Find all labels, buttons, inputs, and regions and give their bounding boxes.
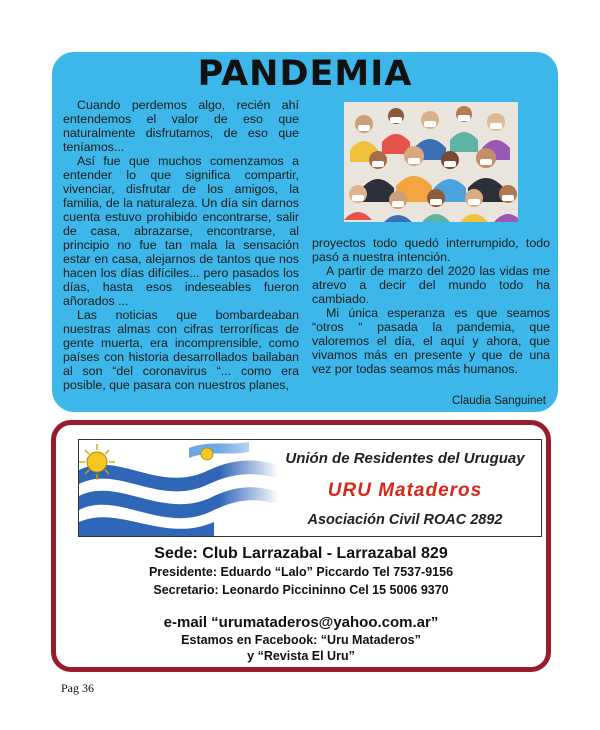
article-title: PANDEMIA	[197, 54, 413, 94]
article-paragraph: Así fue que muchos comenzamos a entender lo que significa compartir, vivenciar, disfrutar de los amigos, la familia, de la naturaleza. Un día sin darnos cuenta estuvo prohibido encontrarse, salir de casa, abrazarse, encontrarse, al principio no fue tan mala la sensación estar en casa, alejarnos de tantos que nos hacen los días difíciles... pero pasados los días, hasta esos indeseables fueron añorados ...	[63, 154, 299, 308]
banner-brand: URU Mataderos	[327, 480, 483, 501]
article-paragraph: Mi única esperanza es que seamos “otros “ pasada la pandemia, que valoremos el día, el aquí y ahora, que vivamos más en presente y que de una vez por todas seamos más humanos.	[312, 306, 550, 376]
article-paragraph: Las noticias que bombardeaban nuestras almas con cifras terroríficas de gente muerta, era incomprensible, como países con historia desarrollados bailaban al son “del coronavirus “... como era posible, que pasara con nuestros planes,	[63, 308, 299, 392]
banner-association-name: Unión de Residentes del Uruguay	[285, 450, 525, 467]
secretario-line: Secretario: Leonardo Piccininno Cel 15 5006 9370	[153, 583, 449, 597]
association-ad	[51, 420, 551, 672]
page-number: Pag 36	[61, 681, 94, 695]
banner-legal-name: Asociación Civil ROAC 2892	[307, 512, 503, 528]
article-paragraph: Cuando perdemos algo, recién ahí entendemos el valor de eso que naturalmente disfrutamos, de eso que teníamos...	[63, 98, 299, 154]
sede-line: Sede: Club Larrazabal - Larrazabal 829	[154, 545, 448, 562]
article-box	[52, 52, 558, 412]
magazine-line: y “Revista El Uru”	[247, 649, 355, 663]
presidente-line: Presidente: Eduardo “Lalo” Piccardo Tel 7537-9156	[148, 565, 454, 579]
email-line: e-mail “urumataderos@yahoo.com.ar”	[163, 614, 439, 631]
facebook-line: Estamos en Facebook: “Uru Mataderos”	[181, 633, 421, 647]
masked-crowd-illustration	[344, 102, 518, 222]
article-author: Claudia Sanguinet	[452, 395, 546, 407]
article-column-right	[312, 236, 550, 376]
article-paragraph: A partir de marzo del 2020 las vidas me atrevo a decir del mundo todo ha cambiado.	[312, 264, 550, 306]
small-sun-icon	[201, 448, 213, 460]
article-column-left	[63, 98, 299, 392]
article-paragraph: proyectos todo quedó interrumpido, todo pasó a nuestra intención.	[312, 236, 550, 264]
association-banner	[78, 439, 542, 537]
